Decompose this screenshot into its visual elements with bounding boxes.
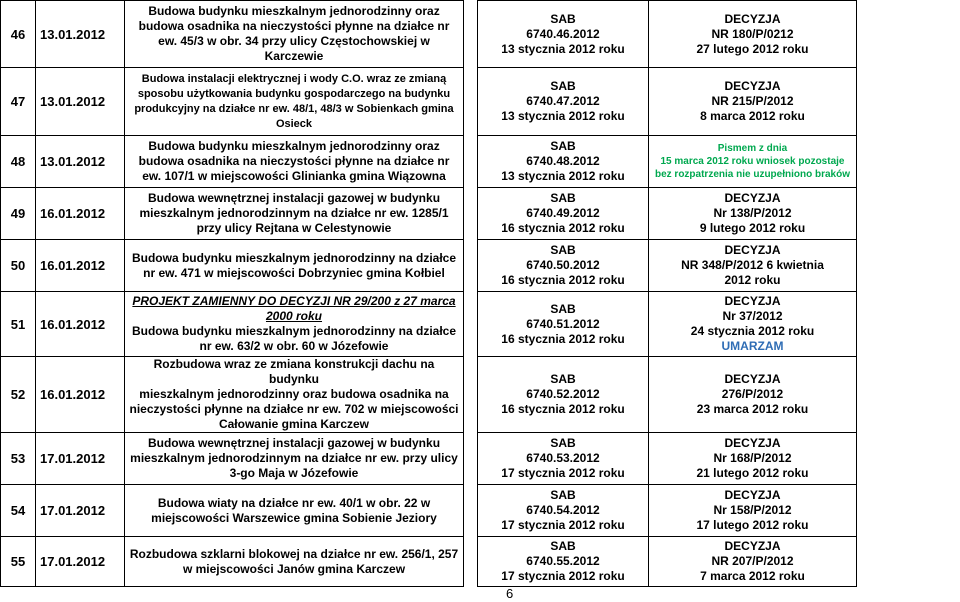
- decision: [649, 68, 857, 136]
- text-line: 6740.46.2012: [526, 26, 600, 41]
- text-line: budowa osadnika na nieczystości płynne na działce nr: [138, 19, 450, 33]
- text-line: SAB: [550, 79, 576, 93]
- page-number: 6: [506, 586, 514, 601]
- text-line: DECYZJA: [724, 294, 781, 308]
- decision: [649, 188, 857, 240]
- text-line: 16 stycznia 2012 roku: [501, 331, 625, 346]
- text-line: mieszkalnym jednorodzinnym na działce nr ew. 1285/1: [139, 206, 449, 220]
- row-number: 53: [1, 433, 36, 485]
- text-line: Nr 37/2012: [722, 309, 783, 323]
- text-line: 21 lutego 2012 roku: [696, 466, 809, 480]
- row-number: 49: [1, 188, 36, 240]
- text-line: mieszkalnym jednorodzinnym na działce nr ew. przy ulicy: [130, 451, 458, 465]
- case-signature: [478, 292, 649, 357]
- submission-date: 16.01.2012: [36, 357, 125, 433]
- gap-cell: [464, 240, 478, 292]
- table-row: [1, 357, 857, 433]
- text-line: 15 marca 2012 roku wniosek pozostaje: [660, 156, 845, 167]
- text-line: DECYZJA: [724, 243, 781, 257]
- text-line: nieczystości płynne na działce nr ew. 702 w miejscowości: [129, 402, 459, 416]
- text-line: SAB: [550, 488, 576, 502]
- text-line: 6740.47.2012: [526, 94, 600, 108]
- decision: [649, 136, 857, 188]
- text-line: 17 stycznia 2012 roku: [501, 569, 625, 583]
- decision: [649, 240, 857, 292]
- project-description: [125, 433, 464, 485]
- table-row: [1, 136, 857, 188]
- text-line: DECYZJA: [724, 539, 781, 553]
- text-line: 2012 roku: [724, 273, 781, 287]
- text-line: DECYZJA: [724, 11, 781, 26]
- text-line: Budowa budynku mieszkalnym jednorodzinny oraz: [148, 139, 440, 153]
- text-line: DECYZJA: [724, 79, 781, 93]
- text-line: nr ew. 63/2 w obr. 60 w Józefowie: [199, 339, 389, 353]
- text-line: 3-go Maja w Józefowie: [229, 466, 359, 480]
- text-line: Budowa instalacji elektrycznej i wody C.O. wraz ze zmianą: [141, 72, 447, 85]
- case-signature: [478, 433, 649, 485]
- text-line: 16 stycznia 2012 roku: [501, 273, 625, 287]
- text-line: DECYZJA: [724, 191, 781, 205]
- table-row: [1, 240, 857, 292]
- text-line: SAB: [550, 372, 576, 386]
- text-line: 13 stycznia 2012 roku: [501, 41, 625, 56]
- project-description: [125, 136, 464, 188]
- text-line: Budowa budynku mieszkalnym jednorodzinny oraz: [148, 4, 440, 18]
- text-line: sposobu użytkowania budynku gospodarczego na budynku: [137, 87, 451, 100]
- text-line: Nr 168/P/2012: [713, 451, 792, 465]
- submission-date: 17.01.2012: [36, 485, 125, 537]
- text-line: NR 207/P/2012: [711, 554, 794, 568]
- text-line: 6740.51.2012: [526, 316, 600, 331]
- project-description: [125, 1, 464, 68]
- table-row: [1, 1, 857, 68]
- text-line: Nr 158/P/2012: [713, 503, 792, 517]
- text-line: 17 stycznia 2012 roku: [501, 466, 625, 480]
- row-number: 54: [1, 485, 36, 537]
- submission-date: 16.01.2012: [36, 240, 125, 292]
- case-signature: [478, 485, 649, 537]
- text-line: 7 marca 2012 roku: [700, 569, 805, 583]
- text-line: NR 180/P/0212: [711, 26, 794, 41]
- text-line: 17 stycznia 2012 roku: [501, 518, 625, 532]
- text-line: 2000 roku: [265, 309, 323, 323]
- text-line: NR 348/P/2012 6 kwietnia: [681, 258, 824, 272]
- text-line: Rozbudowa wraz ze zmiana konstrukcji dachu na budynku: [153, 357, 435, 386]
- text-line: Budowa wewnętrznej instalacji gazowej w budynku: [147, 436, 441, 450]
- text-line: Budowa wiaty na działce nr ew. 40/1 w obr. 22 w: [157, 495, 431, 510]
- text-line: DECYZJA: [724, 436, 781, 450]
- text-line: PROJEKT ZAMIENNY DO DECYZJI NR 29/200 z 27 marca: [132, 294, 456, 308]
- project-description: [125, 292, 464, 357]
- text-line: ew. 107/1 w miejscowości Glinianka gmina Wiązowna: [142, 169, 446, 183]
- text-line: 6740.49.2012: [526, 206, 600, 220]
- case-signature: [478, 1, 649, 68]
- text-line: Nr 138/P/2012: [713, 206, 792, 220]
- submission-date: 16.01.2012: [36, 292, 125, 357]
- project-description: [125, 357, 464, 433]
- table-row: [1, 292, 857, 357]
- table-row: [1, 485, 857, 537]
- decision: [649, 537, 857, 587]
- text-line: Budowa wewnętrznej instalacji gazowej w budynku: [147, 191, 441, 205]
- project-description: [125, 485, 464, 537]
- text-line: Pismem z dnia: [717, 143, 788, 154]
- text-line: 13 stycznia 2012 roku: [501, 169, 625, 183]
- decision: [649, 485, 857, 537]
- text-line: 23 marca 2012 roku: [696, 402, 809, 416]
- text-line: DECYZJA: [724, 372, 781, 386]
- case-signature: [478, 240, 649, 292]
- decision: [649, 1, 857, 68]
- submission-date: 13.01.2012: [36, 68, 125, 136]
- text-line: SAB: [550, 139, 576, 153]
- table-row: [1, 433, 857, 485]
- submission-date: 16.01.2012: [36, 188, 125, 240]
- text-line: 6740.50.2012: [526, 258, 600, 272]
- text-line: SAB: [550, 301, 576, 316]
- gap-cell: [464, 1, 478, 68]
- row-number: 46: [1, 1, 36, 68]
- gap-cell: [464, 292, 478, 357]
- table-row: [1, 68, 857, 136]
- text-line: 16 stycznia 2012 roku: [501, 402, 625, 416]
- text-line: produkcyjny na działce nr ew. 48/1, 48/3 w Sobienkach gmina: [134, 102, 454, 115]
- text-line: nr ew. 471 w miejscowości Dobrzyniec gmina Kołbiel: [143, 265, 445, 280]
- case-signature: [478, 357, 649, 433]
- gap-cell: [464, 433, 478, 485]
- decision: [649, 292, 857, 357]
- submission-date: 17.01.2012: [36, 433, 125, 485]
- text-line: 24 stycznia 2012 roku: [690, 324, 815, 338]
- text-line: 9 lutego 2012 roku: [699, 221, 806, 235]
- text-line: 6740.53.2012: [526, 451, 600, 465]
- text-line: 17 lutego 2012 roku: [696, 518, 809, 532]
- decision: [649, 357, 857, 433]
- text-line: 27 lutego 2012 roku: [696, 41, 809, 56]
- text-line: 16 stycznia 2012 roku: [501, 221, 625, 235]
- text-line: 6740.48.2012: [526, 154, 600, 168]
- text-line: SAB: [550, 11, 576, 26]
- text-line: 6740.55.2012: [526, 554, 600, 568]
- text-line: Rozbudowa szklarni blokowej na działce nr ew. 256/1, 257: [129, 546, 459, 561]
- row-number: 50: [1, 240, 36, 292]
- row-number: 48: [1, 136, 36, 188]
- text-line: SAB: [550, 436, 576, 450]
- text-line: SAB: [550, 243, 576, 257]
- row-number: 51: [1, 292, 36, 357]
- gap-cell: [464, 188, 478, 240]
- project-description: [125, 68, 464, 136]
- text-line: 8 marca 2012 roku: [700, 109, 805, 123]
- row-number: 47: [1, 68, 36, 136]
- text-line: Budowa budynku mieszkalnym jednorodzinny na działce: [131, 324, 457, 338]
- case-signature: [478, 188, 649, 240]
- row-number: 52: [1, 357, 36, 433]
- text-line: 6740.52.2012: [526, 387, 600, 401]
- gap-cell: [464, 357, 478, 433]
- text-line: budowa osadnika na nieczystości płynne na działce nr: [138, 154, 450, 168]
- text-line: DECYZJA: [724, 488, 781, 502]
- gap-cell: [464, 485, 478, 537]
- submission-date: 13.01.2012: [36, 1, 125, 68]
- text-line: ew. 45/3 w obr. 34 przy ulicy Częstochowskiej w Karczewie: [158, 34, 430, 63]
- project-description: [125, 537, 464, 587]
- table-row: [1, 188, 857, 240]
- project-description: [125, 188, 464, 240]
- text-line: NR 215/P/2012: [711, 94, 794, 108]
- decision-status: UMARZAM: [721, 339, 784, 353]
- text-line: 13 stycznia 2012 roku: [501, 109, 625, 123]
- case-signature: [478, 537, 649, 587]
- text-line: przy ulicy Rejtana w Celestynowie: [196, 221, 392, 235]
- project-description: [125, 240, 464, 292]
- text-line: SAB: [550, 539, 576, 553]
- decision: [649, 433, 857, 485]
- text-line: 276/P/2012: [721, 387, 784, 401]
- case-signature: [478, 68, 649, 136]
- table-row: [1, 537, 857, 587]
- text-line: mieszkalnym jednorodzinny oraz budowa osadnika na: [139, 387, 449, 401]
- submission-date: 17.01.2012: [36, 537, 125, 587]
- text-line: SAB: [550, 191, 576, 205]
- text-line: miejscowości Warszewice gmina Sobienie Jeziory: [151, 510, 437, 525]
- text-line: 6740.54.2012: [526, 503, 600, 517]
- submission-date: 13.01.2012: [36, 136, 125, 188]
- text-line: w miejscowości Janów gmina Karczew: [182, 561, 406, 576]
- text-line: bez rozpatrzenia nie uzupełniono braków: [654, 169, 851, 180]
- text-line: Osieck: [275, 117, 313, 130]
- gap-cell: [464, 136, 478, 188]
- text-line: Budowa budynku mieszkalnym jednorodzinny na działce: [131, 250, 457, 265]
- text-line: Całowanie gmina Karczew: [218, 417, 370, 431]
- gap-cell: [464, 537, 478, 587]
- case-signature: [478, 136, 649, 188]
- gap-cell: [464, 68, 478, 136]
- row-number: 55: [1, 537, 36, 587]
